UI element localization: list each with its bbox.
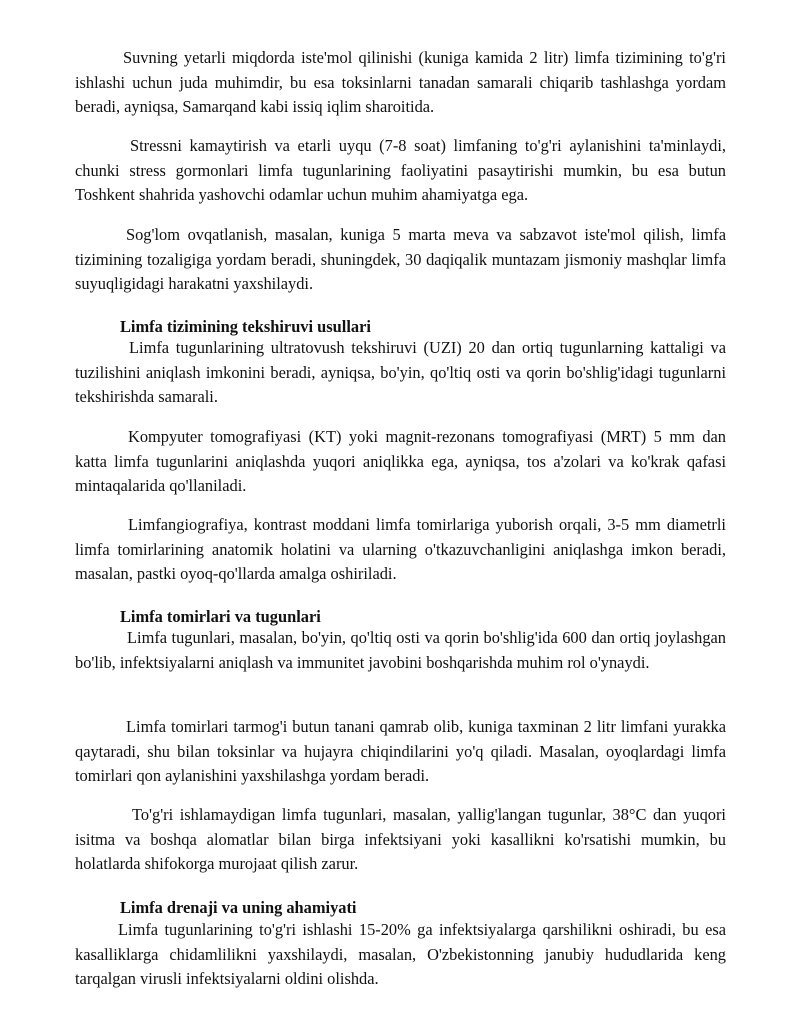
paragraph-infection-resistance: Limfa tugunlarining to'g'ri ishlashi 15-20% ga infektsiyalarga qarshilikni oshiradi, bu esa kasalliklarga chidamlilikni yaxshilaydi, masalan, O'zbekistonning janubiy hududlarida keng tarqalgan virusli infektsiyalarni oldini olishda. (75, 920, 726, 988)
paragraph-ct-mri: Kompyuter tomografiyasi (KT) yoki magnit-rezonans tomografiyasi (MRT) 5 mm dan katta limfa tugunlarini aniqlashda yuqori aniqlikka ega, ayniqsa, tos a'zolari va ko'krak qafasi mintaqalarida qo'llaniladi. (75, 427, 726, 495)
paragraph-stress-sleep: Stressni kamaytirish va etarli uyqu (7-8 soat) limfaning to'g'ri aylanishini ta'minlaydi, chunki stress gormonlari limfa tugunlarining faoliyatini pasaytirishi mumkin, bu esa butun Toshkent shahrida yashovchi odamlar uchun muhim ahamiyatga ega. (75, 136, 726, 204)
section-heading-drainage: Limfa drenaji va uning ahamiyati (120, 898, 357, 917)
paragraph-healthy-diet: Sog'lom ovqatlanish, masalan, kuniga 5 marta meva va sabzavot iste'mol qilish, limfa tizimining tozaligiga yordam beradi, shuningdek, 30 daqiqalik muntazam jismoniy mashqlar limfa suyuqligidagi harakatni yaxshilaydi. (75, 225, 726, 293)
section-heading-examination-methods: Limfa tizimining tekshiruvi usullari (120, 317, 371, 336)
section-heading-vessels-nodes: Limfa tomirlari va tugunlari (120, 607, 321, 626)
paragraph-lymph-nodes: Limfa tugunlari, masalan, bo'yin, qo'ltiq osti va qorin bo'shlig'ida 600 dan ortiq joylashgan bo'lib, infektsiyalarni aniqlash va immunitet javobini boshqarishda muhim rol o'ynaydi. (75, 628, 726, 672)
paragraph-inflamed-nodes: To'g'ri ishlamaydigan limfa tugunlari, masalan, yallig'langan tugunlar, 38°C dan yuqori isitma va boshqa alomatlar bilan birga infektsiyani yoki kasallikni ko'rsatishi mumkin, bu holatlarda shifokorga murojaat qilish zarur. (75, 805, 726, 873)
paragraph-water-intake: Suvning yetarli miqdorda iste'mol qilinishi (kuniga kamida 2 litr) limfa tizimining to'g'ri ishlashi uchun juda muhimdir, bu esa toksinlarni tanadan samarali chiqarib tashlashga yordam beradi, ayniqsa, Samarqand kabi issiq iqlim sharoitida. (75, 48, 726, 116)
paragraph-ultrasound: Limfa tugunlarining ultratovush tekshiruvi (UZI) 20 dan ortiq tugunlarning kattaligi va tuzilishini aniqlash imkonini beradi, ayniqsa, bo'yin, qo'ltiq osti va qorin bo'shlig'idagi tugunlarni tekshirishda samarali. (75, 338, 726, 406)
paragraph-lymphangiography: Limfangiografiya, kontrast moddani limfa tomirlariga yuborish orqali, 3-5 mm diametrli limfa tomirlarining anatomik holatini va ularning o'tkazuvchanligini aniqlashga imkon beradi, masalan, pastki oyoq-qo'llarda amalga oshiriladi. (75, 515, 726, 583)
paragraph-lymph-vessels: Limfa tomirlari tarmog'i butun tanani qamrab olib, kuniga taxminan 2 litr limfani yurakka qaytaradi, shu bilan toksinlar va hujayra chiqindilarini yo'q qiladi. Masalan, oyoqlardagi limfa tomirlari qon aylanishini yaxshilashga yordam beradi. (75, 717, 726, 785)
